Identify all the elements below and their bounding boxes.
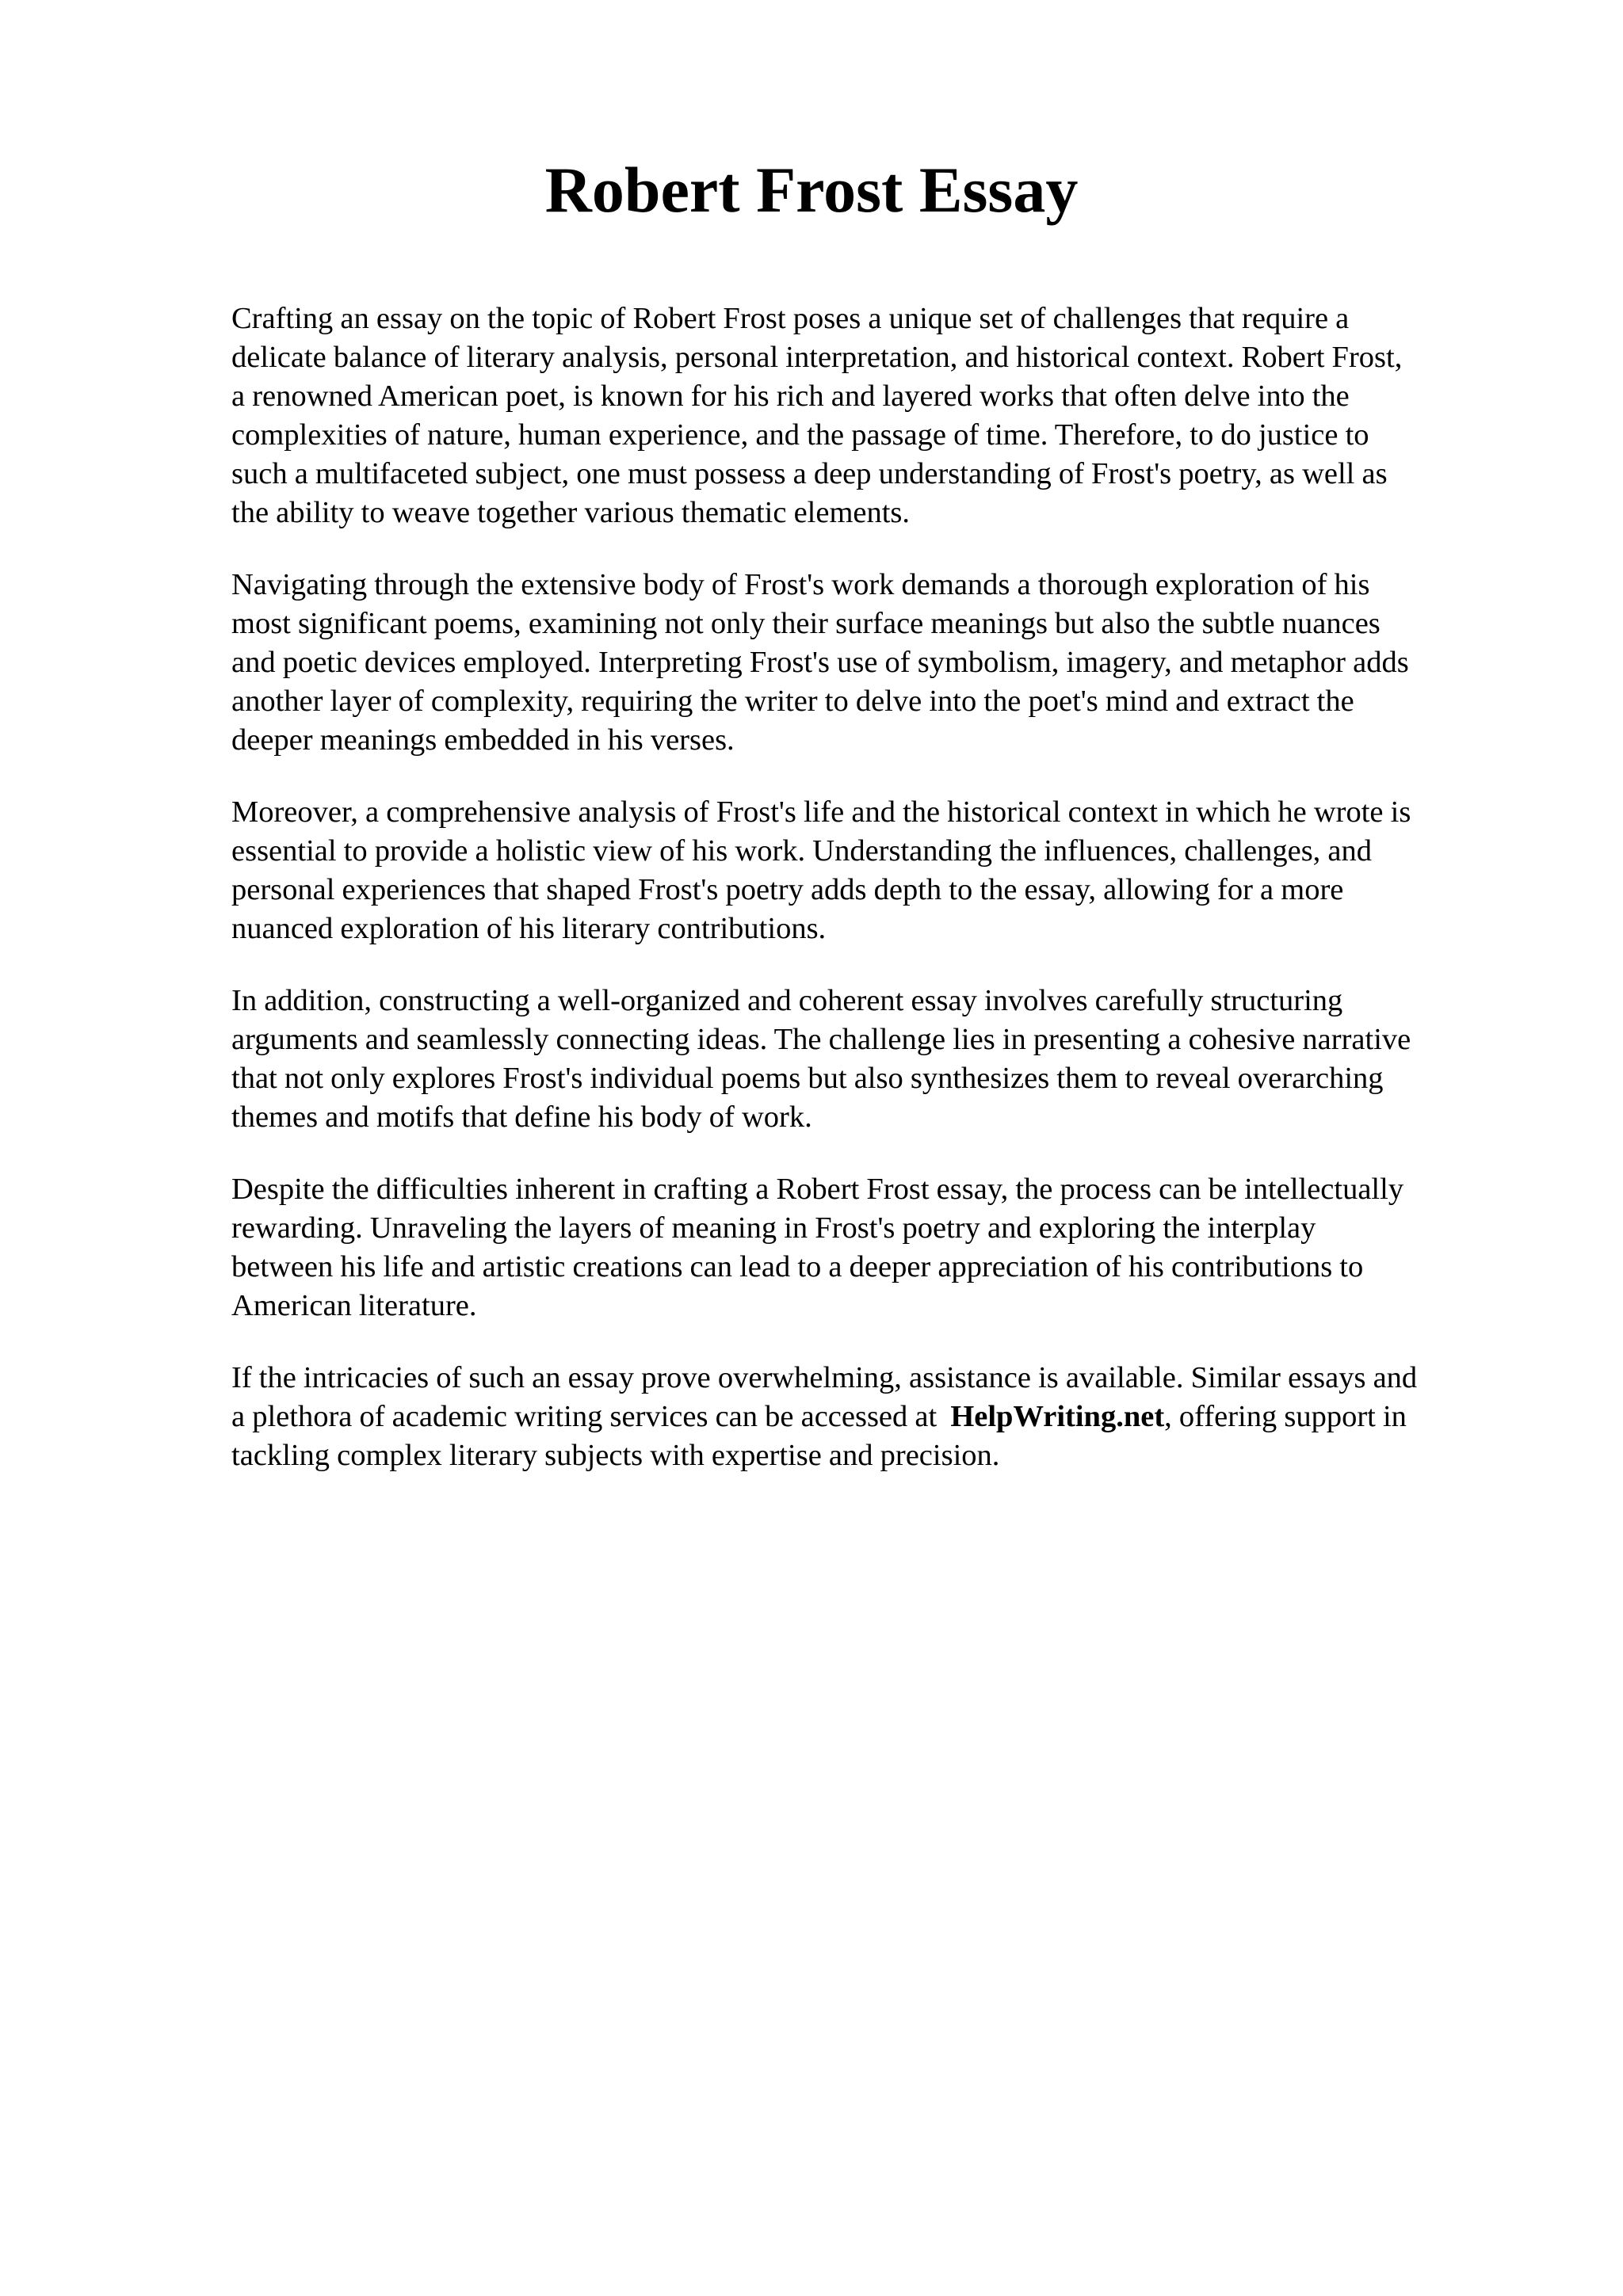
text-line: and poetic devices employed. Interpreting Frost's use of symbolism, imagery, and metaphor adds (231, 646, 1409, 679)
text-line: that not only explores Frost's individual poems but also synthesizes them to reveal overarching (231, 1062, 1384, 1095)
text-line: complexities of nature, human experience, and the passage of time. Therefore, to do justice to (231, 418, 1369, 452)
text-line: American literature. (231, 1289, 477, 1322)
text-line: Navigating through the extensive body of Frost's work demands a thorough exploration of his (231, 568, 1370, 601)
brand-name: HelpWriting.net (950, 1400, 1165, 1433)
text-line: nuanced exploration of his literary contributions. (231, 912, 827, 945)
paragraph-5 (231, 1170, 1531, 1325)
text-line: If the intricacies of such an essay prove overwhelming, assistance is available. Similar essays and (231, 1361, 1418, 1394)
text-line: delicate balance of literary analysis, personal interpretation, and historical context. Robert Frost, (231, 341, 1403, 374)
text-line: themes and motifs that define his body of work. (231, 1100, 812, 1134)
text-fragment: a plethora of academic writing services can be accessed at (231, 1400, 945, 1433)
page-title: Robert Frost Essay (544, 154, 1079, 226)
paragraph-3 (231, 793, 1531, 948)
text-line: In addition, constructing a well-organized and coherent essay involves carefully structuring (231, 984, 1343, 1017)
text-line: Crafting an essay on the topic of Robert Frost poses a unique set of challenges that require a (231, 302, 1350, 335)
text-line: Moreover, a comprehensive analysis of Frost's life and the historical context in which he wrote is (231, 795, 1411, 829)
paragraph-2 (231, 566, 1531, 760)
text-line: arguments and seamlessly connecting ideas. The challenge lies in presenting a cohesive narrative (231, 1023, 1411, 1056)
paragraph-1 (231, 299, 1531, 532)
text-line: between his life and artistic creations can lead to a deeper appreciation of his contributions to (231, 1250, 1364, 1283)
text-line: the ability to weave together various thematic elements. (231, 496, 911, 529)
text-line: Despite the difficulties inherent in crafting a Robert Frost essay, the process can be intellectually (231, 1173, 1404, 1206)
text-fragment: , offering support in (1164, 1400, 1407, 1433)
text-line: such a multifaceted subject, one must possess a deep understanding of Frost's poetry, as well as (231, 457, 1388, 490)
text-line: deeper meanings embedded in his verses. (231, 723, 735, 757)
paragraph-6 (231, 1359, 1531, 1475)
essay-body (231, 299, 1531, 1508)
paragraph-4 (231, 982, 1531, 1137)
text-line: essential to provide a holistic view of his work. Understanding the influences, challenges, and (231, 834, 1373, 868)
text-line (231, 1398, 1531, 1436)
text-line: personal experiences that shaped Frost's poetry adds depth to the essay, allowing for a more (231, 873, 1344, 906)
text-line: rewarding. Unraveling the layers of meaning in Frost's poetry and exploring the interplay (231, 1211, 1316, 1245)
text-line: tackling complex literary subjects with expertise and precision. (231, 1439, 1000, 1472)
text-line: most significant poems, examining not only their surface meanings but also the subtle nuances (231, 607, 1381, 640)
text-line: a renowned American poet, is known for his rich and layered works that often delve into the (231, 379, 1350, 413)
text-line: another layer of complexity, requiring the writer to delve into the poet's mind and extract the (231, 685, 1354, 718)
